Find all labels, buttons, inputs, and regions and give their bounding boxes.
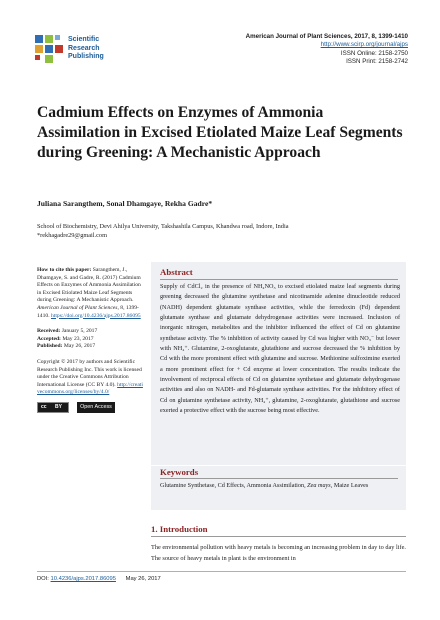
issn-online: ISSN Online: 2158-2750	[340, 49, 408, 57]
article-sidebar	[37, 267, 145, 422]
keywords-list-end: , Maize Leaves	[330, 482, 369, 489]
license-link[interactable]: http://creativecommons.org/licenses/by/4.0/	[37, 381, 143, 396]
received-label: Received:	[37, 328, 61, 335]
paper-title: Cadmium Effects on Enzymes of Ammonia Assimilation in Excised Etiolated Maize Leaf Segments during Greening: A Mechanistic Approach	[37, 104, 403, 161]
dates-block	[37, 328, 145, 351]
journal-info	[246, 33, 408, 67]
introduction-heading: 1. Introduction	[151, 524, 208, 534]
logo-line-1: Scientific	[68, 36, 100, 43]
citation-block	[37, 267, 145, 320]
accepted-value: May 23, 2017	[62, 335, 94, 342]
publisher-name	[68, 36, 104, 62]
introduction-text: The environmental pollution with heavy metals is becoming an increasing problem in day to day life. The source of heavy metals in plant is the environment in	[151, 544, 406, 562]
logo-line-3: Publishing	[68, 53, 104, 60]
cite-text: Sarangthem, J., Dhamgaye, S. and Gadre, R. (2017) Cadmium Effects on Enzymes of Ammonia Assimilation in Excised Etiolated Maize Leaf Segments during Greening: A Mechanistic Approach.	[37, 267, 141, 304]
keywords-text	[160, 481, 400, 491]
journal-citation: American Journal of Plant Sciences, 2017, 8, 1399-1410	[245, 33, 408, 40]
license-badges	[37, 402, 145, 414]
keywords-list: Glutamine Synthetase, Cd Effects, Ammonia Assimilation,	[160, 482, 308, 489]
accepted-date	[37, 336, 145, 344]
published-date	[37, 343, 145, 351]
cc-by-badge[interactable]	[37, 402, 69, 413]
keywords-section	[151, 466, 406, 510]
abstract-text: Supply of CdCl₂ in the presence of NH₄NO₃ to excised etiolated maize leaf segments during greening decreased the glutamine synthetase and nicotinamide adenine dinucleotide reduced (NADH) dependent glutamate synthase activities, while the ferredoxin (Fd) dependent glutamate synthase and glutamate dehydrogenase activities were increased. Inclusion of inorganic nitrogen, metabolites and the inhibitor influenced the effect of Cd on glutamine synthetase activity. The % inhibition of activity caused by Cd was higher with NO₃⁻ but lower with NH₄⁺. Glutamine, 2-oxoglutarate, glutathione and sucrose decreased the % inhibition by Cd with the more prominent effect with glutamine and sucrose. Methionine sulfoximine exerted a more prominent effect for + Cd enzyme at lower concentration. The results indicate the involvement of reciprocal effects of Cd on glutamine synthetase and glutamate dehydrogenase activities and also on NADH- and Fd-glutamate synthase activities. For the inhibitory effect of Cd on glutamine synthetase activity, NH₄⁺, glutamine, 2-oxoglutarate, glutathione and sucrose exerted a protective effect with the sucrose being most effective.	[160, 283, 400, 415]
issn-print: ISSN Print: 2158-2742	[346, 58, 408, 66]
footer-divider	[37, 571, 406, 572]
publisher-logo-icon	[34, 34, 64, 64]
abstract-heading: Abstract	[160, 267, 193, 277]
publisher-logo[interactable]	[34, 34, 154, 64]
cite-label: How to cite this paper:	[37, 267, 92, 273]
footer-doi-link[interactable]: 10.4236/ajps.2017.86095	[50, 576, 116, 582]
abstract-section	[151, 262, 406, 465]
introduction-divider	[151, 536, 406, 537]
footer-doi-label: DOI:	[37, 576, 49, 582]
page-header	[0, 0, 440, 76]
cite-journal: American Journal of Plant Sciences	[37, 304, 118, 311]
cc-icon: cc	[41, 403, 47, 410]
keyword-species: Zea mays	[307, 482, 331, 489]
page-footer	[37, 576, 161, 582]
published-value: May 26, 2017	[63, 343, 96, 350]
keywords-divider	[160, 478, 398, 479]
copyright-text: Copyright © 2017 by authors and Scientific Research Publishing Inc. This work is licensed under the Creative Commons Attribution International License (CC BY 4.0).	[37, 358, 142, 388]
received-date	[37, 328, 145, 336]
affiliation-text: School of Biochemistry, Devi Ahilya University, Takshashila Campus, Khandwa road, Indore, India	[37, 223, 289, 230]
footer-date: May 26, 2017	[125, 576, 161, 582]
affiliation	[37, 222, 397, 240]
logo-line-2: Research	[68, 44, 100, 52]
cite-doi-link[interactable]: https://doi.org/10.4236/ajps.2017.86095	[51, 312, 141, 319]
abstract-divider	[160, 279, 398, 280]
by-icon: BY	[55, 403, 62, 410]
paper-authors: Juliana Sarangthem, Sonal Dhamgaye, Rekha Gadre*	[37, 199, 213, 208]
received-value: January 5, 2017	[61, 328, 98, 335]
open-access-label: Open Access	[80, 403, 112, 410]
open-access-badge[interactable]	[77, 402, 115, 413]
copyright-block	[37, 359, 145, 414]
corresponding-email[interactable]: *rekhagadre29@gmail.com	[37, 232, 107, 239]
journal-url-link[interactable]: http://www.scirp.org/journal/ajps	[320, 41, 408, 49]
published-label: Published:	[37, 343, 63, 350]
keywords-heading: Keywords	[160, 467, 199, 477]
accepted-label: Accepted:	[37, 335, 61, 342]
cite-volume: , 8, 1399-1410.	[37, 304, 139, 319]
